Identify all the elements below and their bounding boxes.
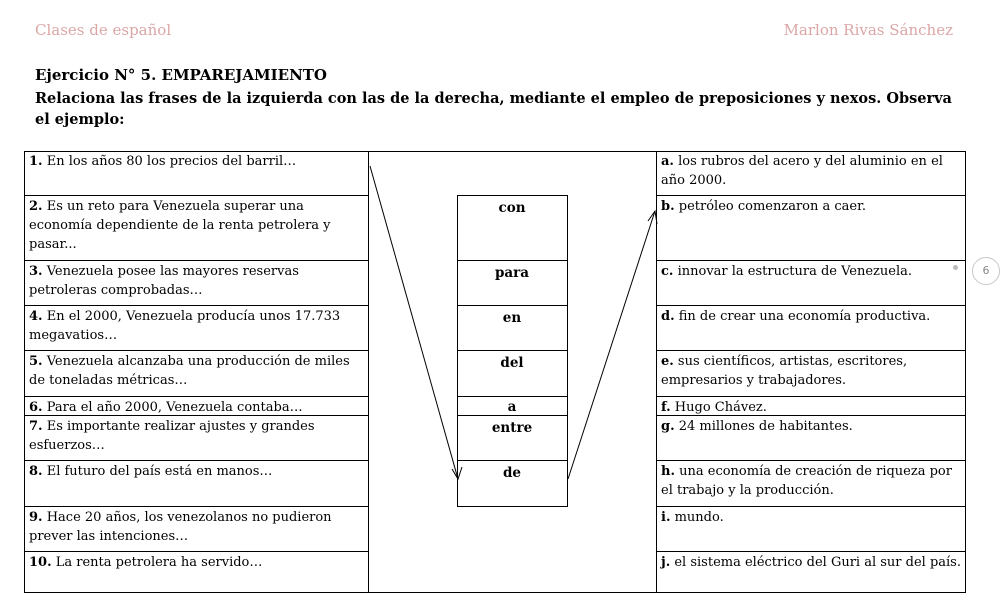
exercise-title: Ejercicio N° 5. EMPAREJAMIENTO bbox=[35, 66, 328, 84]
left-item-3: 3. Venezuela posee las mayores reservas petroleras comprobadas… bbox=[29, 264, 299, 298]
left-item-7: 7. Es importante realizar ajustes y grandes esfuerzos… bbox=[29, 419, 315, 453]
example-arrow-up bbox=[568, 211, 655, 479]
left-item-4: 4. En el 2000, Venezuela producía unos 17.733 megavatios… bbox=[29, 309, 341, 343]
connector-entre: entre bbox=[491, 420, 533, 436]
right-item-a: a. los rubros del acero y del aluminio en el año 2000. bbox=[661, 154, 943, 188]
connector-para: para bbox=[494, 265, 530, 281]
right-item-j: j. el sistema eléctrico del Guri al sur del país. bbox=[661, 555, 961, 570]
right-item-i: i. mundo. bbox=[661, 510, 724, 525]
header-course-title: Clases de español bbox=[35, 21, 172, 39]
right-item-h: h. una economía de creación de riqueza por el trabajo y la producción. bbox=[661, 464, 952, 498]
left-item-5: 5. Venezuela alcanzaba una producción de miles de toneladas métricas… bbox=[29, 354, 350, 388]
page-badge-dot bbox=[953, 265, 958, 270]
left-item-8: 8. El futuro del país está en manos… bbox=[29, 464, 273, 479]
page-number-badge[interactable]: 6 bbox=[972, 257, 1000, 285]
connector-con: con bbox=[498, 200, 526, 216]
left-item-9: 9. Hace 20 años, los venezolanos no pudieron prever las intenciones… bbox=[29, 510, 332, 544]
right-item-e: e. sus científicos, artistas, escritores, empresarios y trabajadores. bbox=[661, 354, 908, 388]
right-item-b: b. petróleo comenzaron a caer. bbox=[661, 199, 867, 214]
connector-de: de bbox=[502, 465, 522, 481]
connector-en: en bbox=[502, 310, 522, 326]
exercise-instructions: Relaciona las frases de la izquierda con las de la derecha, mediante el empleo de preposiciones y nexos. Observa el ejemplo: bbox=[35, 90, 952, 128]
left-item-1: 1. En los años 80 los precios del barril… bbox=[29, 154, 297, 169]
right-item-d: d. fin de crear una economía productiva. bbox=[661, 309, 931, 324]
right-item-g: g. 24 millones de habitantes. bbox=[661, 419, 853, 434]
connector-del: del bbox=[500, 355, 524, 371]
header-author: Marlon Rivas Sánchez bbox=[783, 21, 953, 39]
left-item-6: 6. Para el año 2000, Venezuela contaba… bbox=[29, 400, 303, 415]
left-item-2: 2. Es un reto para Venezuela superar una economía dependiente de la renta petrolera y pasar... bbox=[29, 199, 331, 252]
left-item-10: 10. La renta petrolera ha servido… bbox=[29, 555, 263, 570]
right-item-f: f. Hugo Chávez. bbox=[661, 400, 767, 415]
matching-table bbox=[24, 151, 966, 593]
connector-a: a bbox=[507, 399, 517, 415]
example-arrow-down bbox=[370, 166, 458, 479]
right-item-c: c. innovar la estructura de Venezuela. bbox=[661, 264, 913, 279]
